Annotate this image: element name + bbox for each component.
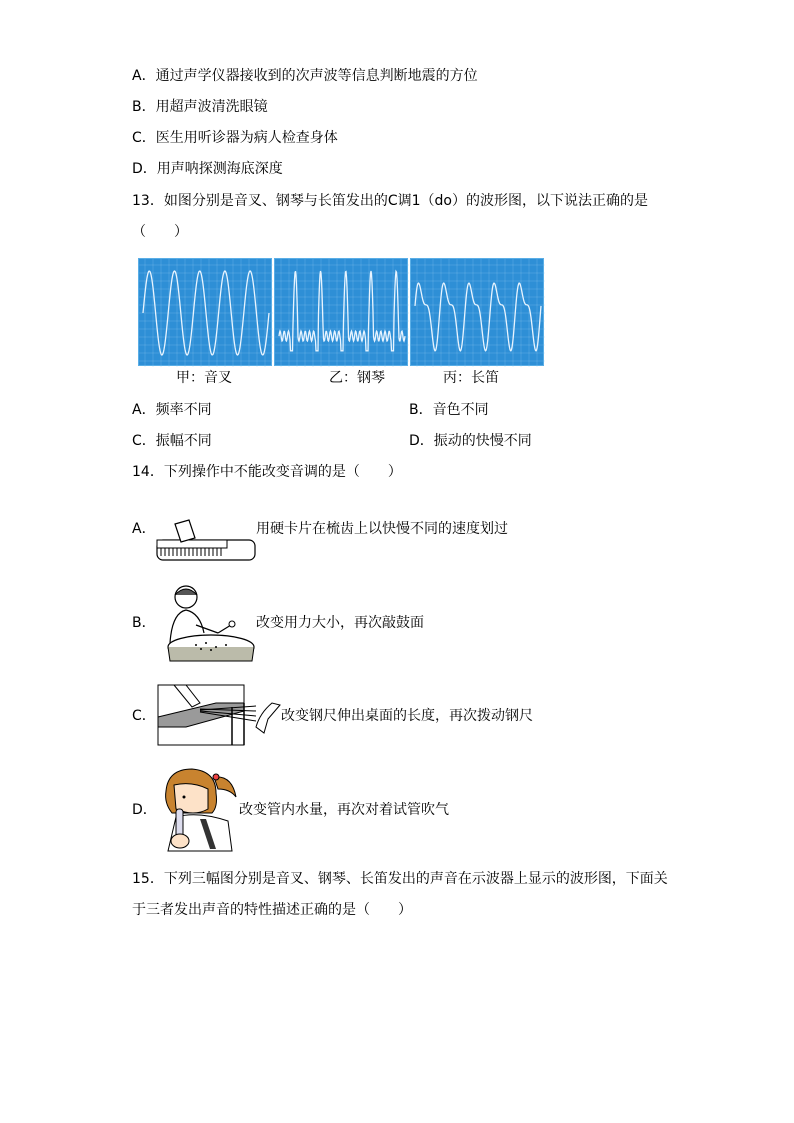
caption-tuning-fork: 甲：音叉 bbox=[176, 370, 232, 386]
q14-option-d-text: 改变管内水量，再次对着试管吹气 bbox=[239, 802, 449, 818]
q14-option-c-text: 改变钢尺伸出桌面的长度，再次拨动钢尺 bbox=[281, 708, 533, 724]
q13-stem: 13．如图分别是音叉、钢琴与长笛发出的C调1（do）的波形图，以下说法正确的是 bbox=[132, 193, 648, 209]
q14-stem: 14．下列操作中不能改变音调的是（ ） bbox=[132, 464, 402, 480]
oscilloscope-flute bbox=[410, 258, 544, 366]
q13-option-c: C．振幅不同 bbox=[132, 433, 212, 449]
waveform-flute bbox=[415, 283, 541, 351]
q13-paren: （ ） bbox=[132, 224, 188, 240]
q12-option-d: D．用声呐探测海底深度 bbox=[132, 161, 283, 177]
oscilloscope-tuning-fork bbox=[138, 258, 272, 366]
drum-boy-illustration bbox=[156, 583, 256, 667]
ruler-table-illustration bbox=[156, 683, 282, 751]
q12-option-a: A．通过声学仪器接收到的次声波等信息判断地震的方位 bbox=[132, 68, 478, 84]
oscilloscope-piano bbox=[274, 258, 408, 366]
q14-option-a-letter: A． bbox=[132, 521, 156, 537]
q15-stem-line2: 于三者发出声音的特性描述正确的是（ ） bbox=[132, 902, 412, 918]
caption-flute: 丙：长笛 bbox=[443, 370, 499, 386]
q14-option-b-letter: B． bbox=[132, 615, 156, 631]
q13-option-a: A．频率不同 bbox=[132, 402, 212, 418]
q13-option-d: D．振动的快慢不同 bbox=[409, 433, 532, 449]
q14-option-b-text: 改变用力大小，再次敲鼓面 bbox=[256, 615, 424, 631]
comb-card-illustration bbox=[155, 518, 257, 568]
q14-option-c-letter: C． bbox=[132, 708, 156, 724]
q13-option-b: B．音色不同 bbox=[409, 402, 489, 418]
q14-option-a-text: 用硬卡片在梳齿上以快慢不同的速度划过 bbox=[256, 521, 508, 537]
caption-piano: 乙：钢琴 bbox=[329, 370, 385, 386]
q14-option-d-letter: D． bbox=[132, 802, 157, 818]
waveform-piano bbox=[279, 271, 405, 351]
q12-option-c: C．医生用听诊器为病人检查身体 bbox=[132, 130, 338, 146]
q12-option-b: B．用超声波清洗眼镜 bbox=[132, 99, 268, 115]
q15-stem-line1: 15．下列三幅图分别是音叉、钢琴、长笛发出的声音在示波器上显示的波形图，下面关 bbox=[132, 871, 668, 887]
girl-test-tube-illustration bbox=[158, 763, 242, 857]
